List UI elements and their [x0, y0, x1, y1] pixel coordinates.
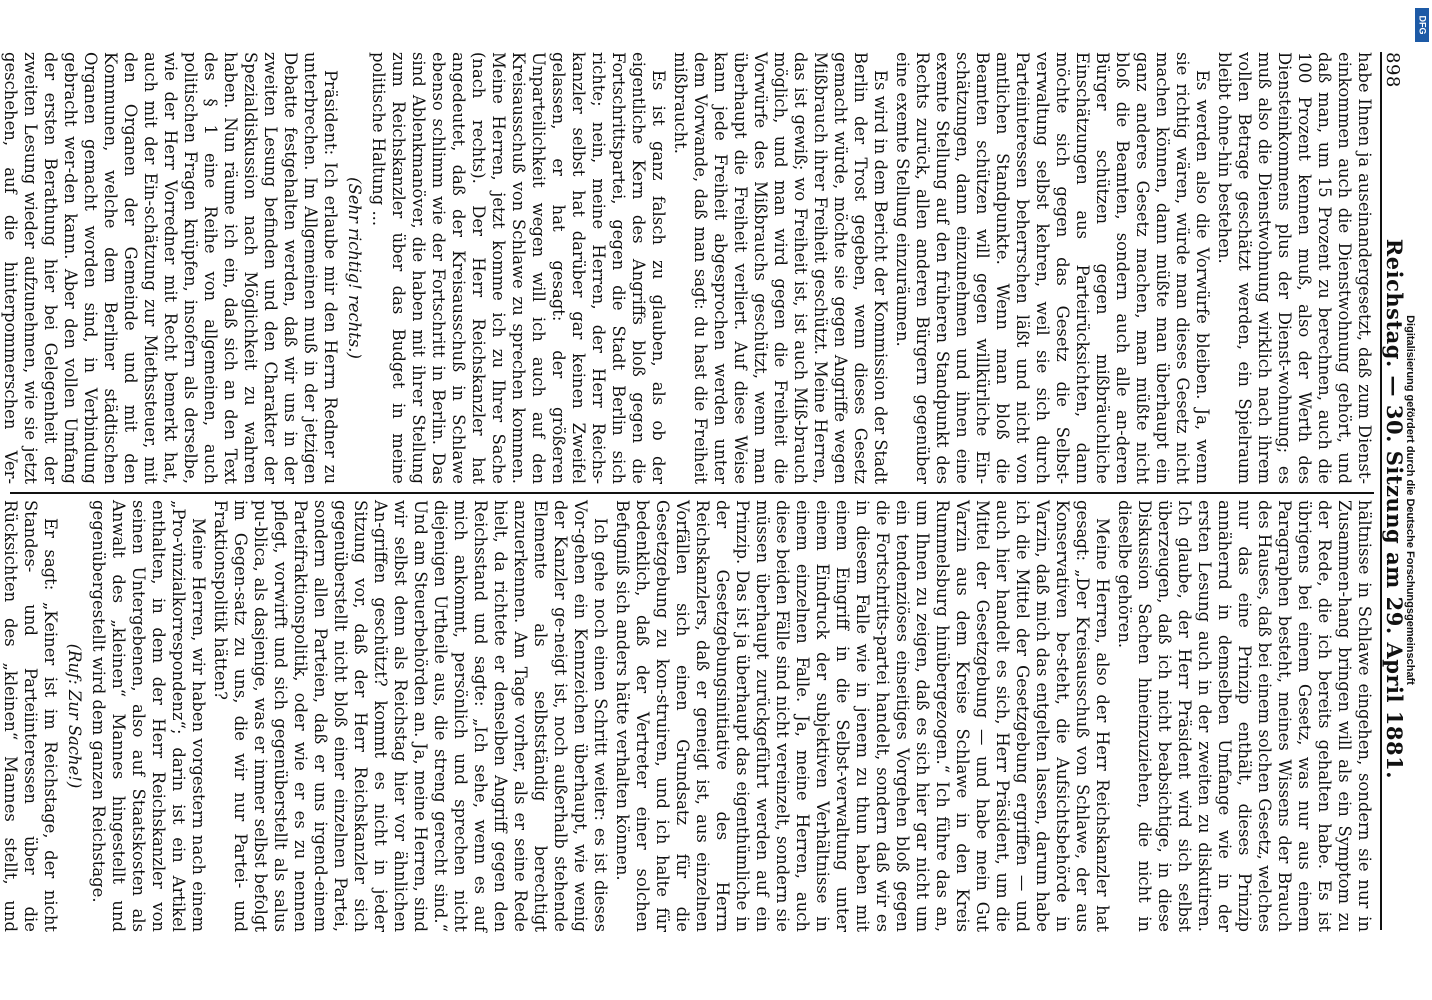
digitization-credit: Digitalisierung gefördert durch die Deutsche Forschungsgemeinschaft	[1404, 315, 1416, 685]
left-column	[1, 52, 1374, 484]
page-header	[1380, 52, 1420, 930]
paragraph: Meine Herren, wir haben vorgestern nach einem „Pro-vinzialkorrespondenz“; darin ist ein Artikel enthalten, in dem der Herr Reichskanzler von seinen Untergebenen, also auf Staatskosten als Anwalt des „kleinen“ Mannes hingestellt und gegenübergestellt wird dem ganzen Reichstage.	[89, 500, 208, 932]
paragraph: hältnisse in Schlawe eingehen, sondern sie nur in Zusammen-hang bringen will als ein Symptom zu der Rede, die ich bereits gehalten habe. Es ist übrigens bei einem Gesetz, was nur aus einem Paragraphen besteht, meines Wissens der Brauch des Hauses, daß bei einem solchen Gesetz, welches nur das eine Prinzip enthält, dieses Prinzip annähernd in demselben Umfange wie in der ersten Lesung auch in der zweiten zu diskutiren. Ich glaube, der Herr Präsident wird sich selbst überzeugen, daß ich nicht beabsichtige, in diese Diskussion Sachen hineinzuziehen, die nicht in dieselbe gehören.	[1115, 500, 1374, 932]
paragraph: Ich gehe noch einen Schritt weiter: es ist dieses Vor-gehen ein Kennzeichen überhaupt, wie wenig der Kanzler ge-neigt ist, noch außerhalb stehende Elemente als selbstständig berechtigt anzuerkennen. Am Tage vorher, als er seine Rede hielt, da richtete er denselben Angriff gegen den Reichsstand und sagte: „Ich sehe, wenn es auf mich ankommt, persönlich und sprechen nicht diejenigen Urtheile aus, die streng gerecht sind.“ Und am Steuerbehörden an. Ja, meine Herren, sind wir selbst denn als Reichstag hier vor ähnlichen An-griffen geschützt? kommt es nicht in jeder Sitzung vor, daß der Herr Reichskanzler sich gegenüberstellt nicht bloß einer einzelnen Partei, sondern allen Parteien, daß er uns irgend-einem Parteifraktionspolitik, oder wie er es zu nennen pflegt, vorwirft und sich gegenüberstellt als salus pu-blica, als dasjenige, was er immer selbst befolgt im Gegen-satz zu uns, die wir nur Partei- und Fraktionspolitik hätten?	[211, 500, 610, 932]
paragraph: Es wird in dem Bericht der Kommission der Stadt Berlin der Trost gegeben, wenn dieses Gesetz gemacht würde, möchte sie gegen Angriffe wegen Mißbrauch ihrer Freiheit geschützt. Meine Herren, das ist gewiß; wo Freiheit ist, ist auch Miß-brauch möglich, und man wird gegen die Freiheit die Vorwürfe des Mißbrauchs geschützt, wenn man überhaupt die Freiheit verliert. Auf diese Weise kann jede Freiheit abgesprochen werden unter dem Vorwande, daß man sagt: du hast die Freiheit mißbraucht.	[671, 52, 890, 484]
interjection: (Ruf: Zur Sache!)	[65, 643, 84, 789]
paragraph: Es ist ganz falsch zu glauben, als ob der eigentliche Kern des Angriffs bloß gegen die Fortschrittspartei, gegen die Stadt Berlin sich richte; nein, meine Herren, der Herr Reichs-kanzler selbst hat darüber gar keinen Zweifel gelassen, er hat gesagt: der größeren Unparteilichkeit wegen will ich auch auf den Kreisausschuß von Schlawe zu sprechen kommen. Meine Herren, jetzt komme ich zu Ihrer Sache (nach rechts). Der Herr Reichskanzler hat angedeutet, daß der Kreisausschuß in Schlawe ebenso schlimm wie der Fortschritt in Berlin. Das sind Ablenkmanöver, die haben mit ihrer Stellung zum Reichskanzler über das Budget in meine politische Haltung ...	[369, 52, 668, 484]
column-divider	[10, 492, 1374, 494]
paragraph: Meine Herren, also der Herr Reichskanzler hat gesagt: „Der Kreisausschuß von Schlawe, der aus Konservativen be-steht, die Aufsichtsbehörde in Varzin, daß mich das entgelten lassen, darum habe ich die Mittel der Gesetzgebung ergriffen — und auch hier handelt es sich, Herr Präsident, um die Mittel der Gesetzgebung — und habe mein Gut Varzin aus dem Kreise Schlawe in den Kreis Rummelsburg hinübergezogen.“ Ich führe das an, um Ihnen zu zeigen, daß es sich hier gar nicht um ein tendenziöses einseitiges Vorgehen bloß gegen die Fortschritts-partei handelt, sondern daß wir es in diesem Falle wie in jenem zu thun haben mit einem Eingriff in die Selbst-verwaltung unter einem Eindruck der subjektiven Verhältnisse in einem einzelnen Falle. Ja, meine Herren, auch diese beiden Fälle sind nicht vereinzelt, sondern sie müssen überhaupt zurückgeführt werden auf ein Prinzip. Das ist ja überhaupt das eigenthümliche in der Gesetzgebungsinitiative des Herrn Reichskanzlers, daß er geneigt ist, aus einzelnen Vorfällen sich einen Grundsatz für die Gesetzgebung zu kon-struiren, und ich halte für bedenklich, daß der Vertreter einer solchen Befugniß sich anders hätte verhalten können.	[613, 500, 1112, 932]
page-number: 898	[1382, 52, 1403, 88]
dfg-logo: DFG	[1415, 8, 1429, 42]
paragraph: Er sagt: „Keiner ist im Reichstage, der nicht Standes- und Parteiinteressen über die Rücksichten des „kleinen“ Mannes stellt, und	[1, 500, 60, 932]
right-column	[1, 500, 1374, 932]
interjection: (Sehr richtig! rechts.)	[345, 177, 364, 359]
paragraph: habe Ihnen ja auseinandergesetzt, daß zum Dienst-einkommen auch die Dienstwohnung gehört, und daß man, um 15 Prozent zu berechnen, auch die 100 Prozent kennen muß, also der Werth des Diensteinkommens plus der Dienst-wohnung; es muß also die Dienstwohnung wirklich nach ihrem vollen Betrage geschätzt werden, ein Spielraum bleibt ohne-hin bestehen.	[1215, 52, 1374, 484]
paragraph: Es werden also die Vorwürfe bleiben. Ja, wenn sie richtig wären, würde man dieses Gesetz nicht machen können, dann müßte man überhaupt ein ganz anderes Gesetz machen, man müßte nicht bloß die Beamten, sondern auch alle an-deren Bürger schützen gegen mißbräuchliche Einschätzungen aus Parteirücksichten, dann möchte sich gegen das Gesetz die Selbst-verwaltung selbst kehren, weil sie sich durch Parteiinteressen beherrschen läßt und nicht von amtlichen Standpunkte. Wenn man bloß die Beamten schützen will gegen willkürliche Ein-schätzungen, dann einzunehmen und ihnen eine exemte Stellung auf den früheren Standpunkt des Rechts zurück, allen anderen Bürgern gegenüber eine exemte Stellung einzuräumen.	[893, 52, 1212, 484]
text-columns	[1, 52, 1374, 932]
paragraph: Präsident: Ich erlaube mir den Herrn Redner zu unterbrechen. Im Allgemeinen muß in der jetzigen Debatte festgehalten werden, daß wir uns in der zweiten Lesung befinden und den Charakter der Spezialdiskussion nach Möglichkeit zu wahren haben. Nun räume ich ein, daß sich an den Text des § 1 eine Reihe von allgemeinen, auch politischen Fragen knüpfen, insofern als derselbe, wie der Herr Vorredner mit Recht bemerkt hat, auch mit der Ein-schätzung zur Miethssteuer, mit den Organen der Gemeinde und mit den Kommunen, welche dem Berliner städtischen Organen gemacht worden sind, in Verbindung gebracht wer-den kann. Aber den vollen Umfang der ersten Berathung hier bei Gelegenheit der zweiten Lesung wieder aufzunehmen, wie sie jetzt geschehen, auf die hinterpommerschen Ver-	[1, 52, 340, 484]
running-title: Reichstag. — 30. Sitzung am 29. April 1881.	[1382, 238, 1407, 780]
